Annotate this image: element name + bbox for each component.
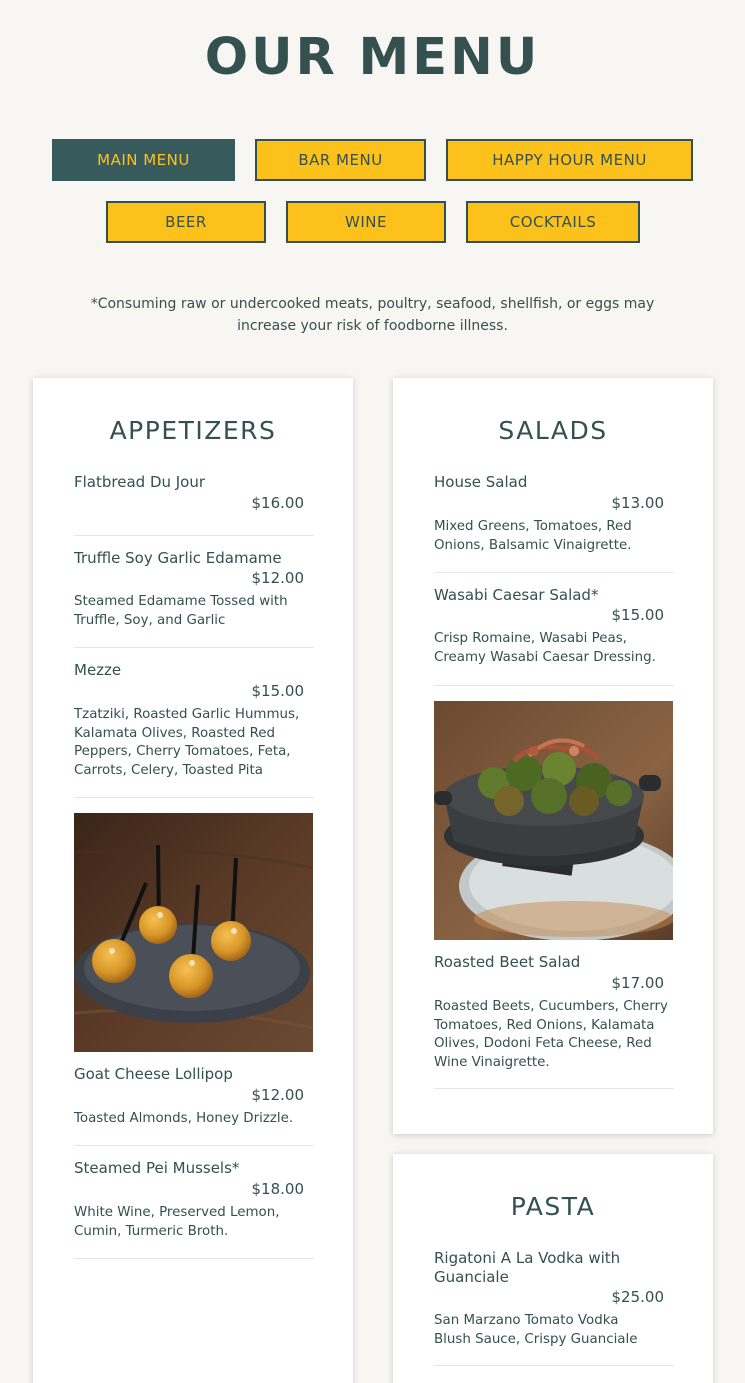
item-description: Tzatziki, Roasted Garlic Hummus, Kalamata Olives, Roasted Red Peppers, Cherry Tomatoes, Feta, Carrots, Celery, Toasted Pita [74, 707, 300, 779]
menu-item [74, 1065, 314, 1125]
item-description: White Wine, Preserved Lemon, Cumin, Turmeric Broth. [74, 1205, 280, 1239]
tab-cocktails[interactable]: COCKTAILS [466, 201, 640, 243]
tab-beer[interactable]: BEER [106, 201, 266, 243]
item-name: Mezze [74, 661, 122, 679]
item-description: Mixed Greens, Tomatoes, Red Onions, Balsamic Vinaigrette. [434, 519, 632, 553]
item-price: $16.00 [251, 494, 304, 512]
section-title-pasta: PASTA [510, 1192, 596, 1221]
tab-bar-menu[interactable]: BAR MENU [255, 139, 426, 181]
menu-item [74, 1159, 314, 1239]
menu-item [434, 586, 674, 666]
item-price: $12.00 [251, 1086, 304, 1104]
item-description: Toasted Almonds, Honey Drizzle. [74, 1111, 294, 1126]
tab-happy-hour-menu[interactable]: HAPPY HOUR MENU [446, 139, 693, 181]
menu-item [74, 661, 314, 781]
divider [74, 647, 314, 648]
item-price: $25.00 [611, 1288, 664, 1306]
item-price: $15.00 [251, 682, 304, 700]
page-title: OUR MENU [204, 28, 541, 87]
roasted-beet-salad-photo [434, 701, 673, 940]
section-title-salads: SALADS [498, 416, 608, 445]
menu-item [434, 953, 674, 1073]
divider [74, 1258, 314, 1259]
item-description: Crisp Romaine, Wasabi Peas, Creamy Wasabi Caesar Dressing. [434, 631, 656, 665]
food-safety-disclaimer: *Consuming raw or undercooked meats, poultry, seafood, shellfish, or eggs may increase your risk of foodborne illness. [90, 296, 655, 334]
item-price: $15.00 [611, 606, 664, 624]
item-name: Wasabi Caesar Salad* [434, 586, 599, 604]
item-price: $17.00 [611, 974, 664, 992]
goat-cheese-lollipop-photo [74, 813, 313, 1052]
divider [74, 535, 314, 536]
divider [434, 1088, 674, 1089]
item-name: House Salad [434, 473, 528, 491]
item-price: $18.00 [251, 1180, 304, 1198]
menu-item [434, 473, 674, 553]
section-title-appetizers: APPETIZERS [109, 416, 277, 445]
tab-wine[interactable]: WINE [286, 201, 446, 243]
item-description: Steamed Edamame Tossed with Truffle, Soy, and Garlic [74, 594, 288, 628]
item-name: Truffle Soy Garlic Edamame [74, 549, 282, 567]
item-name: Flatbread Du Jour [74, 473, 206, 491]
pasta-card [393, 1154, 713, 1383]
divider [74, 797, 314, 798]
item-description: Roasted Beets, Cucumbers, Cherry Tomatoes, Red Onions, Kalamata Olives, Dodoni Feta Cheese, Red Wine Vinaigrette. [434, 999, 668, 1071]
item-name: Goat Cheese Lollipop [74, 1065, 233, 1083]
divider [434, 1365, 674, 1366]
item-description: San Marzano Tomato Vodka Blush Sauce, Crispy Guanciale [434, 1313, 638, 1347]
salads-card [393, 378, 713, 1134]
item-price: $12.00 [251, 569, 304, 587]
item-name: Steamed Pei Mussels* [74, 1159, 240, 1177]
menu-item [434, 1249, 674, 1359]
appetizers-card [33, 378, 353, 1383]
item-name: Roasted Beet Salad [434, 953, 581, 971]
item-name: Rigatoni A La Vodka with Guanciale [434, 1249, 621, 1286]
menu-item [74, 473, 314, 513]
divider [434, 685, 674, 686]
item-price: $13.00 [611, 494, 664, 512]
divider [74, 1145, 314, 1146]
divider [434, 572, 674, 573]
tab-main-menu[interactable]: MAIN MENU [52, 139, 235, 181]
menu-item [74, 549, 314, 629]
